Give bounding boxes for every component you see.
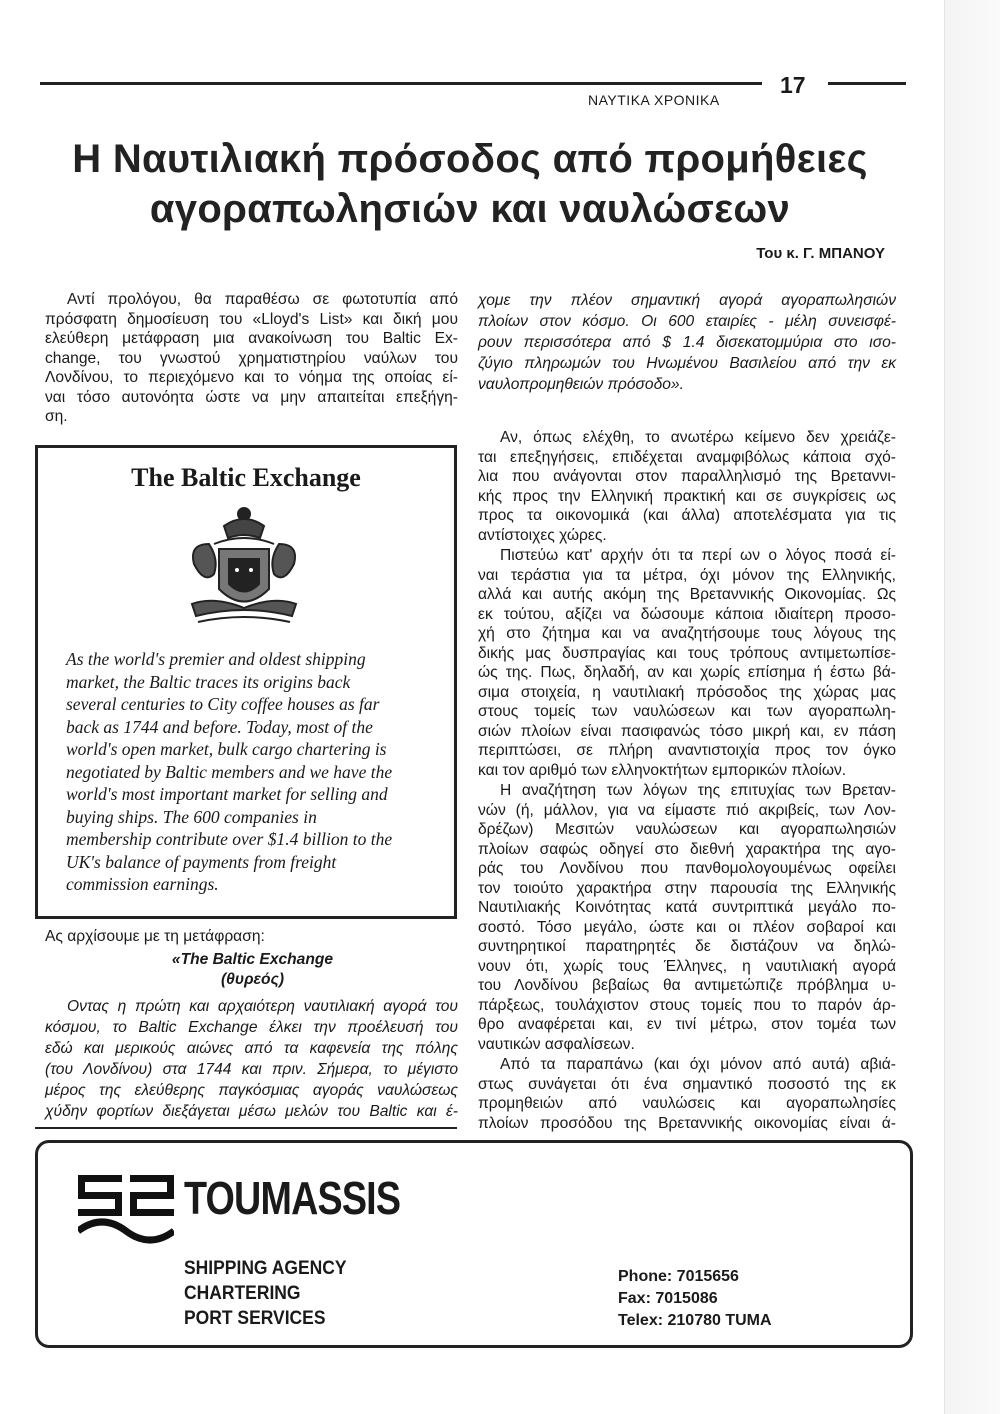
text-line: market, the Baltic traces its origins back: [66, 671, 351, 692]
text-line: περιπτώσει, σε πλήρη αναντιστοιχία προς τον όγκο: [478, 742, 896, 759]
text-line: ράς του Λονδίνου που πανθομολογουμένως οφείλει: [478, 860, 896, 877]
translation-text: [45, 996, 458, 1122]
text-line: ται επεξηγήσεις, επιδέχεται αναμφιβόλως κάποια σχό-: [478, 448, 896, 466]
text-line: ναι τόσο αυτονόητα ώστε να μην απαιτείται επεξήγη-: [45, 388, 458, 406]
text-line: Οντας η πρώτη και αρχαιότερη ναυτιλιακή αγορά του: [67, 998, 458, 1015]
text-line: εκ τούτου, αξίζει να δώσουμε κάποια ιδιαίτερη προσο-: [478, 605, 896, 623]
text-line: κής προς την Ελληνική πρακτική και σε συγκρίσεις ως: [478, 487, 896, 505]
header-rule-right: [828, 82, 906, 85]
text-line: ζύγιο πληρωμών του Ηνωμένου Βασιλείου από την εκ: [478, 355, 896, 372]
text-line: σιών πλοίων είναι πασιφανώς τόσο μικρή και, εν πάση: [478, 722, 896, 740]
page-edge: [944, 0, 1000, 1414]
text-line: commission earnings.: [66, 874, 219, 894]
body-paragraph-2: [478, 546, 896, 780]
text-line: πλοίων σαφώς οδηγεί στο διεθνή χαρακτήρα της αγο-: [478, 840, 896, 858]
translation-text-continued: [478, 290, 896, 395]
text-line: νών (ή, μάλλον, για να είμαστε πιό ακριβείς, των Λον-: [478, 801, 896, 819]
text-line: τον τοιούτο χαρακτήρα στην παρουσία της Ελληνικής: [478, 879, 896, 897]
text-line: συντηρητικοί παρατηρητές δε διστάζουν να δηλώ-: [478, 938, 896, 955]
service-port-services: PORT SERVICES: [184, 1308, 326, 1329]
article-title-line-1: Η Ναυτιλιακή πρόσοδος από προμήθειες: [72, 137, 868, 181]
clipping-text: [66, 648, 426, 896]
text-line: Πιστεύω κατ' αρχήν ότι τα περί ων ο λόγος ποσά εί-: [500, 547, 896, 564]
coat-of-arms-icon: [184, 504, 304, 632]
text-line: πλοίων στον κόσμο. Οι 600 εταιρίες - μέλη συνεισφέ-: [478, 313, 896, 330]
text-line: Η αναζήτηση των λόγων της επιτυχίας των Βρεταν-: [500, 782, 896, 799]
text-line: negotiated by Baltic members and we have the: [66, 761, 393, 782]
lloyds-list-clipping: [35, 445, 457, 919]
text-line: membership contribute over $1.4 billion to the: [66, 829, 393, 849]
text-line: ναυλοπρομηθειών πρόσοδο».: [478, 376, 684, 393]
text-line: ναυτικών ασφαλίσεων.: [478, 1035, 635, 1053]
translation-heading: «The Baltic Exchange: [171, 951, 334, 968]
intro-paragraph: [45, 290, 458, 427]
text-line: του Λονδίνου βεβαίως θα αντιμετώπιζε πρόβλημα υ-: [478, 977, 896, 994]
text-line: ελεύθερη μετάφραση μια ανακοίνωση του Baltic Ex-: [45, 330, 458, 347]
text-line: world's most important market for selling and: [66, 784, 388, 804]
toumassis-advert: [35, 1140, 913, 1348]
text-line: πάρξεως, τουλάχιστον στους τομείς που το παρόν άρ-: [478, 996, 896, 1014]
text-line: ώς της. Πως, δηλαδή, αν και χωρίς επίσημα ή έστω βά-: [478, 664, 896, 681]
text-line: buying ships. The 600 companies in: [66, 806, 317, 827]
text-line: Ναυτιλιακής Κοινότητας κατά συντριπτικά μεγάλο πο-: [478, 899, 896, 916]
clipping-title: The Baltic Exchange: [131, 463, 361, 492]
company-name: TOUMASSIS: [184, 1172, 401, 1224]
text-line: θρο αναφέρεται και, εν τινί μέτρω, στον τομέα των: [478, 1016, 896, 1033]
text-line: και τον αριθμό των ελληνοκτήτων εμπορικών πλοίων.: [478, 761, 847, 779]
text-line: change, του γνωστού χρηματιστηρίου ναύλων του: [45, 349, 458, 367]
text-line: νουν ότι, χωρίς τους Έλληνες, η ναυτιλιακή αγορά: [478, 957, 896, 975]
contact-telex: Telex: 210780 TUMA: [618, 1312, 772, 1329]
text-line: σιμα στοιχεία, η ναυτιλιακή πρόσοδος της χώρας μας: [478, 683, 896, 701]
article-byline: Του κ. Γ. ΜΠΑΝΟΥ: [756, 245, 885, 262]
column-bottom-rule: [35, 1127, 457, 1129]
text-line: προμηθειών από ναυλώσεις και αγοραπωλησίες: [478, 1095, 896, 1112]
text-line: προς τα οικονομικά (και άλλα) αποτελέσματα για τις: [478, 507, 896, 524]
contact-fax: Fax: 7015086: [618, 1290, 718, 1307]
body-paragraph-1: [478, 428, 896, 545]
magazine-name: ΝΑΥΤΙΚΑ ΧΡΟΝΙΚΑ: [588, 92, 720, 108]
article-title-line-2: αγοραπωλησιών και ναυλώσεων: [149, 187, 791, 231]
text-line: αντίστοιχες χώρες.: [478, 526, 607, 544]
translation-intro: Ας αρχίσουμε με τη μετάφραση:: [45, 928, 265, 945]
text-line: εδώ και μερικούς αιώνες από τα καφενεία της πόλης: [45, 1040, 458, 1057]
text-line: στως συνάγεται ότι ένα σημαντικό ποσοστό της εκ: [478, 1075, 896, 1093]
text-line: μέρος της ελεύθερης παγκόσμιας αγοράς ναυλώσεως: [45, 1082, 458, 1099]
text-line: χομε την πλέον σημαντική αγορά αγοραπωλησιών: [478, 292, 896, 309]
text-line: back as 1744 and before. Today, most of the: [66, 716, 373, 737]
text-line: στους τομείς των ναυλώσεων και των αγοραπωλη-: [478, 703, 896, 720]
header-rule-left: [40, 82, 762, 85]
body-paragraph-3: [478, 781, 896, 1054]
page-number: 17: [780, 72, 806, 98]
translation-subheading: (θυρεός): [220, 971, 285, 988]
text-line: several centuries to City coffee houses as far: [66, 694, 380, 714]
text-line: UK's balance of payments from freight: [66, 851, 337, 872]
text-line: πρόσφατη δημοσίευση του «Lloyd's List» και δική μου: [45, 310, 458, 328]
service-chartering: CHARTERING: [184, 1283, 301, 1304]
text-line: Αν, όπως ελέχθη, το ανωτέρω κείμενο δεν χρειάζε-: [500, 429, 896, 446]
text-line: πλοίων προσόδου της Βρεταννικής οικονομίας είναι ά-: [478, 1114, 896, 1132]
service-shipping-agency: SHIPPING AGENCY: [184, 1258, 347, 1279]
text-line: world's open market, bulk cargo chartering is: [66, 739, 387, 759]
text-line: αλλά και αυτής ακόμη της Βρεταννικής Οικονομίας. Ως: [478, 586, 896, 603]
body-paragraph-4: [478, 1055, 896, 1133]
text-line: δρέζων) Μεσιτών ναυλώσεων και αγοραπωλησιών: [478, 821, 896, 838]
text-line: Από τα παραπάνω (και όχι μόνον από αυτά) αβιά-: [500, 1056, 896, 1073]
text-line: Αντί προλόγου, θα παραθέσω σε φωτοτυπία από: [67, 291, 458, 308]
text-line: κόσμου, το Baltic Exchange έλκει την προέλευσή του: [45, 1019, 458, 1036]
text-line: χή στο ζήτημα και να αναζητήσουμε τους λόγους της: [478, 625, 896, 642]
text-line: ναι τεράστια για τα μέτρα, όχι μόνον της Ελληνικής,: [478, 566, 896, 584]
text-line: ρουν περισσότερα από $ 1.4 δισεκατομμύρια στο ισο-: [478, 334, 896, 351]
toumassis-logo-icon: [78, 1175, 174, 1247]
text-line: (του Λονδίνου) στα 1744 και πριν. Σήμερα, το μέγιστο: [45, 1061, 458, 1078]
text-line: λια που ανάγονται στον παραλληλισμό της Βρεταννι-: [478, 468, 896, 485]
contact-phone: Phone: 7015656: [618, 1268, 739, 1285]
text-line: σοστό. Τόσο μεγάλο, ώστε και οι πλέον σοβαροί και: [478, 918, 896, 936]
right-column: [478, 290, 896, 1133]
text-line: δικής μας δυσπραγίας και τους τρόπους αντιμετωπίσε-: [478, 644, 896, 662]
text-line: χύδην φορτίων διεξάγεται μέσω μελών του Baltic και έ-: [45, 1103, 458, 1120]
text-line: Λονδίνου, το περιεχόμενο και το νόημα της οποίας εί-: [45, 369, 458, 386]
text-line: ση.: [45, 408, 68, 425]
text-line: As the world's premier and oldest shipping: [66, 649, 366, 669]
